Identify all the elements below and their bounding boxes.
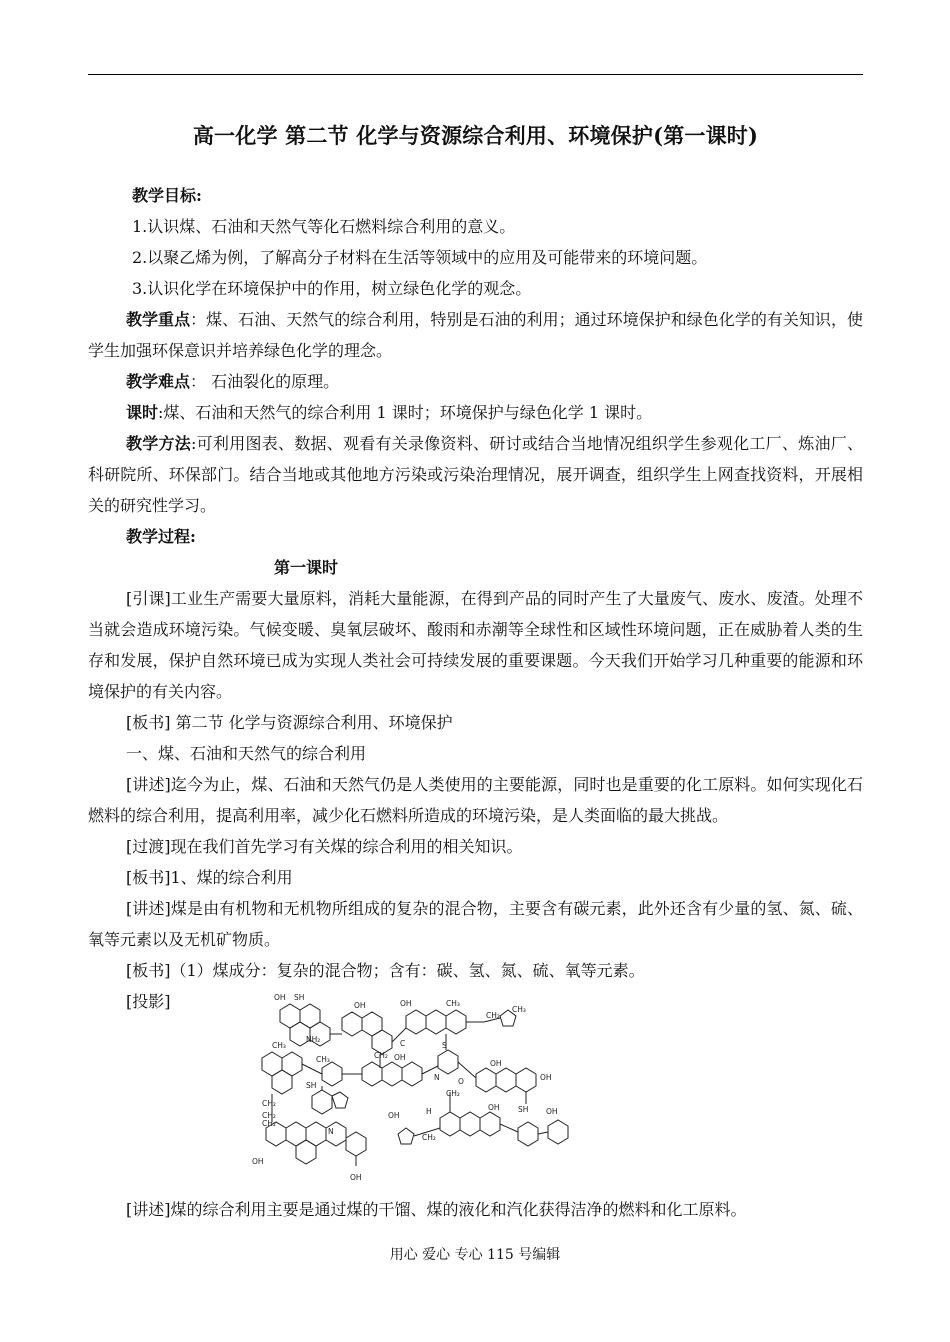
objective-item: 3.认识化学在环境保护中的作用，树立绿色化学的观念。	[132, 279, 532, 298]
svg-text:CH₂: CH₂	[262, 1099, 276, 1108]
header-rule	[88, 74, 863, 75]
svg-text:CH₃: CH₃	[272, 1041, 286, 1050]
intro-paragraph: [引课]工业生产需要大量原料，消耗大量能源，在得到产品的同时产生了大量废气、废水、废渣。处理不当就会造成环境污染。气候变暖、臭氧层破坏、酸雨和赤潮等全球性和区域性环境问题，正在威胁着人类的生存和发展，保护自然环境已成为实现人类社会可持续发展的重要课题。今天我们开始学习几种重要的能源和环境保护的有关内容。	[88, 589, 863, 701]
lecture-paragraph: [讲述]煤的综合利用主要是通过煤的干馏、煤的液化和汽化获得洁净的燃料和化工原料。	[126, 1200, 747, 1219]
svg-text:OH: OH	[354, 1001, 366, 1010]
svg-text:C: C	[400, 1039, 406, 1048]
svg-text:CH₂: CH₂	[446, 1089, 460, 1098]
svg-text:CH₂: CH₂	[262, 1119, 276, 1128]
page-footer: 用心 爱心 专心 115 号编辑	[389, 1247, 561, 1263]
section-heading: 一、煤、石油和天然气的综合利用	[126, 744, 367, 763]
document-body	[88, 180, 863, 1225]
svg-text:OH: OH	[400, 999, 412, 1008]
svg-text:OH: OH	[350, 1173, 362, 1182]
svg-text:CH₃: CH₃	[316, 1055, 330, 1064]
svg-text:NH₂: NH₂	[306, 1035, 321, 1044]
svg-text:CH₂: CH₂	[486, 1011, 500, 1020]
projection-label: [投影]	[126, 992, 171, 1011]
svg-text:N: N	[328, 1127, 334, 1136]
lesson-sub-heading: 第一课时	[274, 558, 339, 577]
methods-label: 教学方法	[126, 434, 192, 453]
svg-text:S: S	[442, 1041, 447, 1050]
periods: 课时:煤、石油和天然气的综合利用 1 课时；环境保护与绿色化学 1 课时。	[126, 403, 653, 422]
svg-text:CH₂: CH₂	[374, 1051, 388, 1060]
key-points: 教学重点：煤、石油、天然气的综合利用，特别是石油的利用；通过环境保护和绿色化学的有关知识，使学生加强环保意识并培养绿色化学的理念。	[88, 310, 863, 360]
svg-text:H: H	[426, 1107, 432, 1116]
board-note: [板书]1、煤的综合利用	[126, 868, 293, 887]
svg-text:SH: SH	[306, 1081, 317, 1090]
svg-text:OH: OH	[540, 1073, 552, 1082]
svg-text:O: O	[458, 1077, 464, 1086]
svg-text:OH: OH	[490, 1059, 502, 1068]
key-points-label: 教学重点	[126, 310, 191, 329]
page-title: 高一化学 第二节 化学与资源综合利用、环境保护(第一课时)	[192, 123, 759, 148]
svg-text:CH₂: CH₂	[422, 1133, 436, 1142]
svg-text:CH₃: CH₃	[446, 999, 460, 1008]
coal-structure-diagram	[250, 988, 640, 1188]
lecture-paragraph: [讲述]煤是由有机物和无机物所组成的复杂的混合物，主要含有碳元素，此外还含有少量的氢、氮、硫、氧等元素以及无机矿物质。	[88, 899, 863, 949]
svg-text:SH: SH	[518, 1105, 529, 1114]
lecture-paragraph: [讲述]迄今为止，煤、石油和天然气仍是人类使用的主要能源，同时也是重要的化工原料。如何实现化石燃料的综合利用，提高利用率，减少化石燃料所造成的环境污染，是人类面临的最大挑战。	[88, 775, 863, 825]
svg-text:SH: SH	[294, 993, 305, 1002]
svg-text:CH₃: CH₃	[512, 1005, 526, 1014]
svg-text:CH₂: CH₂	[262, 1111, 276, 1120]
svg-text:OH: OH	[546, 1107, 558, 1116]
board-note: [板书]（1）煤成分：复杂的混合物；含有：碳、氢、氮、硫、氧等元素。	[126, 961, 645, 980]
periods-label: 课时	[126, 403, 159, 422]
objectives-heading: 教学目标:	[132, 186, 202, 205]
objective-item: 2.以聚乙烯为例，了解高分子材料在生活等领域中的应用及可能带来的环境问题。	[132, 248, 708, 267]
projection-block	[88, 986, 863, 1194]
svg-text:OH: OH	[274, 993, 286, 1002]
process-heading: 教学过程:	[126, 527, 196, 546]
svg-text:OH: OH	[488, 1103, 500, 1112]
svg-text:OH: OH	[394, 1053, 406, 1062]
objective-item: 1.认识煤、石油和天然气等化石燃料综合利用的意义。	[132, 217, 516, 236]
methods: 教学方法:可利用图表、数据、观看有关录像资料、研讨或结合当地情况组织学生参观化工厂、炼油厂、科研院所、环保部门。结合当地或其他地方污染或污染治理情况，展开调查，组织学生上网查找资料，开展相关的研究性学习。	[88, 434, 863, 515]
difficulty: 教学难点： 石油裂化的原理。	[126, 372, 340, 391]
difficulty-label: 教学难点	[126, 372, 191, 391]
svg-text:N: N	[434, 1073, 440, 1082]
board-note: [板书] 第二节 化学与资源综合利用、环境保护	[126, 713, 453, 732]
svg-text:OH: OH	[252, 1157, 264, 1166]
transition-paragraph: [过渡]现在我们首先学习有关煤的综合利用的相关知识。	[126, 837, 523, 856]
svg-text:OH: OH	[388, 1111, 400, 1120]
